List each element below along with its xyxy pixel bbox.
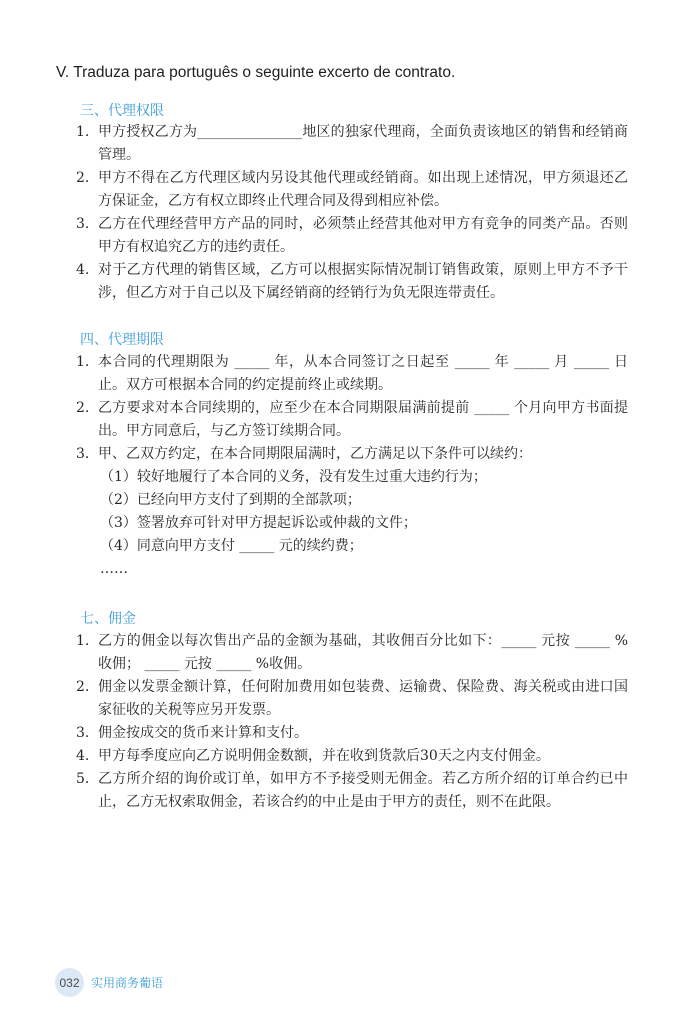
page-number: 032 (59, 975, 80, 990)
clause-number: 4. (76, 748, 90, 764)
clause-number: 3. (76, 446, 90, 462)
ellipsis: …… (100, 561, 128, 577)
clause-text: 乙方在代理经营甲方产品的同时，必须禁止经营其他对甲方有竞争的同类产品。否则甲方有权追究乙方的违约责任。 (98, 216, 628, 255)
clause-text: 乙方的佣金以每次售出产品的金额为基础，其收佣百分比如下：_____ 元按 _____ %收佣； _____ 元按 _____ %收佣。 (98, 633, 628, 672)
section-title-agency-rights: 三、代理权限 (80, 103, 164, 119)
clause-text: 甲、乙双方约定，在本合同期限届满时，乙方满足以下条件可以续约： (98, 446, 532, 462)
sub-clause: （4）同意向甲方支付 _____ 元的续约费； (100, 538, 363, 554)
clause-item (76, 397, 628, 443)
clause-text: 乙方所介绍的询价或订单，如甲方不予接受则无佣金。若乙方所介绍的订单合约已中止，乙方无权索取佣金，若该合约的中止是由于甲方的责任，则不在此限。 (98, 771, 628, 810)
clause-text: 佣金按成交的货币来计算和支付。 (98, 725, 308, 741)
clause-number: 3. (76, 216, 90, 232)
clause-text: 本合同的代理期限为 _____ 年，从本合同签订之日起至 _____ 年 _____ 月 _____ 日止。双方可根据本合同的约定提前终止或续期。 (98, 354, 628, 393)
clause-item (76, 259, 628, 305)
clause-text: 甲方授权乙方为_______________地区的独家代理商，全面负责该地区的销售和经销商管理。 (98, 124, 628, 163)
clause-item (76, 722, 628, 745)
clause-item (76, 167, 628, 213)
clause-text: 甲方不得在乙方代理区域内另设其他代理或经销商。如出现上述情况，甲方须退还乙方保证金，乙方有权立即终止代理合同及得到相应补偿。 (98, 170, 628, 209)
clause-number: 2. (76, 170, 90, 186)
exercise-heading: V. Traduza para português o seguinte excerto de contrato. (56, 64, 456, 81)
clause-text: 对于乙方代理的销售区域，乙方可以根据实际情况制订销售政策，原则上甲方不予干涉，但乙方对于自己以及下属经销商的经销行为负无限连带责任。 (98, 262, 628, 301)
sub-clause: （3）签署放弃可针对甲方提起诉讼或仲裁的文件； (100, 515, 417, 531)
clause-item (76, 745, 628, 768)
clause-item (76, 213, 628, 259)
clause-number: 5. (76, 771, 90, 787)
clause-item (76, 443, 628, 466)
clause-number: 1. (76, 124, 90, 140)
clause-number: 2. (76, 400, 90, 416)
sub-clause: （2）已经向甲方支付了到期的全部款项； (100, 492, 361, 508)
page-number-badge (55, 968, 84, 997)
clause-item (76, 768, 628, 814)
book-title: 实用商务葡语 (91, 976, 164, 990)
clause-number: 4. (76, 262, 90, 278)
clause-number: 2. (76, 679, 90, 695)
clause-item (76, 121, 628, 167)
clause-text: 乙方要求对本合同续期的，应至少在本合同期限届满前提前 _____ 个月向甲方书面提出。甲方同意后，与乙方签订续期合同。 (98, 400, 628, 439)
clause-number: 3. (76, 725, 90, 741)
clause-number: 1. (76, 633, 90, 649)
sub-clause: （1）较好地履行了本合同的义务，没有发生过重大违约行为； (100, 469, 487, 485)
clause-item (76, 630, 628, 676)
clause-item (76, 676, 628, 722)
clause-text: 甲方每季度应向乙方说明佣金数额，并在收到货款后30天之内支付佣金。 (98, 748, 550, 764)
clause-number: 1. (76, 354, 90, 370)
clause-text: 佣金以发票金额计算，任何附加费用如包装费、运输费、保险费、海关税或由进口国家征收的关税等应另开发票。 (98, 679, 628, 718)
section-title-commission: 七、佣金 (80, 611, 136, 627)
section-title-agency-term: 四、代理期限 (80, 332, 164, 348)
clause-item (76, 351, 628, 397)
